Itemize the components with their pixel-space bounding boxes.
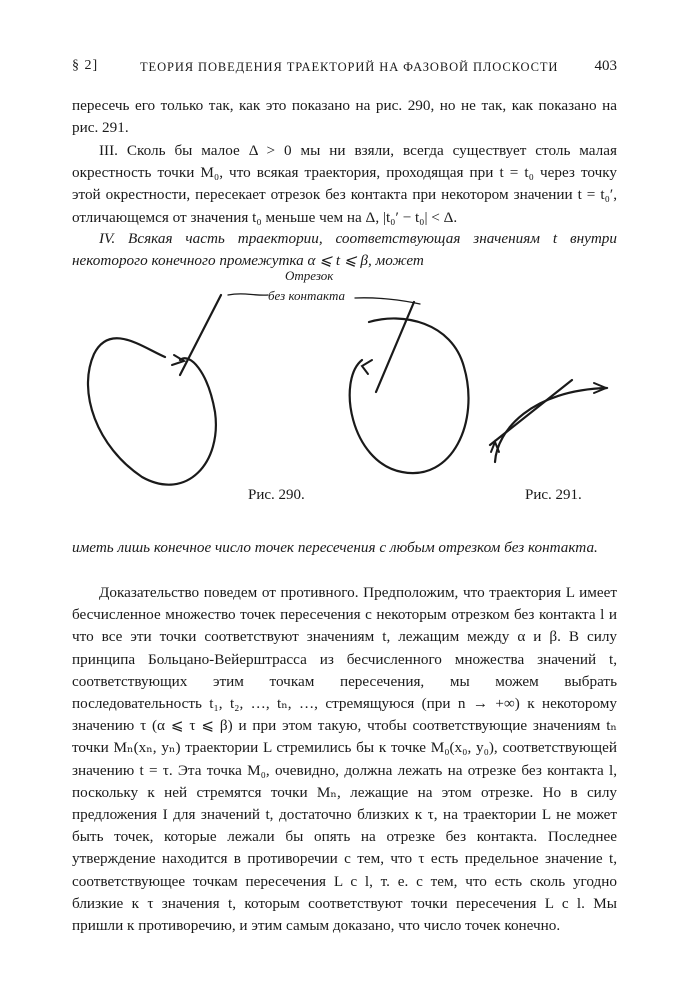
caption-fig-291: Рис. 291. <box>525 487 582 503</box>
contact-free-segment-290 <box>180 295 221 375</box>
paragraph-proof: Доказательство поведем от противного. Предположим, что траектория L имеет бесчисленное множество точек пересечения с некоторым отрезком без контакта l и что все эти точки соответствуют значениям t, лежащим между α и β. В силу принципа Больцано-Вейерштрасса из бесчисленного множества значений t, соответствующих этим точкам пересечения, мы можем выбрать последовательность t₁, t₂, …, tₙ, …, стремящуюся (при n → +∞) к некоторому значению τ (α ⩽ τ ⩽ β) и при этом такую, чтобы соответствующие значениям tₙ точки Mₙ(xₙ, yₙ) траектории L стремились бы к точке M₀(x₀, y₀), соответствующей значению t = τ. Эта точка M₀, очевидно, должна лежать на отрезке без контакта l, поскольку к ней стремятся точки Mₙ, лежащие на этом отрезке. Но в силу предложения I для значений t, достаточно близких к τ, на траектории L не может быть точек, которые лежали бы опять на отрезке без контакта. Последнее утверждение находится в противоречии с тем, что τ есть предельное значение t, соответствующее точкам пересечения L с l, т. е. с тем, что есть сколь угодно близкие к τ значения t, которым соответствуют точки пересечения L с l. Мы пришли к противоречию, и этим самым доказано, что число точек конечно. <box>72 584 617 935</box>
direction-arrow-290b <box>362 360 372 374</box>
contact-free-segment-290b <box>376 302 414 392</box>
running-title: ТЕОРИЯ ПОВЕДЕНИЯ ТРАЕКТОРИЙ НА ФАЗОВОЙ ПЛОСКОСТИ <box>140 60 559 74</box>
paragraph-property-iv: IV. Всякая часть траектории, соответствующая значениям t внутри некоторого конечного промежутка α ⩽ t ⩽ β, может <box>72 230 617 270</box>
leader-line-290b <box>355 298 420 304</box>
figure-label-line2: без контакта <box>268 288 345 303</box>
figure-drawing <box>72 262 617 512</box>
figure-label-line1: Отрезок <box>285 268 334 283</box>
caption-fig-290: Рис. 290. <box>248 487 305 503</box>
running-header <box>72 58 617 82</box>
paragraph-continuation: пересечь его только так, как это показано на рис. 290, но не так, как показано на рис. 291. <box>72 97 617 137</box>
trajectory-spiral-290 <box>88 338 216 484</box>
trajectory-spiral-290b <box>350 318 469 473</box>
section-number: § 2] <box>72 58 99 73</box>
page-number: 403 <box>594 58 617 74</box>
direction-arrow-290 <box>172 355 184 365</box>
paragraph-property-iv-cont: иметь лишь конечное число точек пересечения с любым отрезком без контакта. <box>72 539 598 556</box>
leader-line-290 <box>228 294 268 295</box>
contact-free-segment-291 <box>490 380 572 445</box>
figure-290-291 <box>72 262 617 512</box>
trajectory-291 <box>495 388 607 462</box>
paragraph-property-iii: III. Сколь бы малое Δ > 0 мы ни взяли, всегда существует столь малая окрестность точки M₀, что всякая траектория, проходящая при t = t₀ через точку этой окрестности, пересекает отрезок без контакта при некотором значении t = t₀′, отличающемся от значения t₀ меньше чем на Δ, |t₀′ − t₀| < Δ. <box>72 142 617 226</box>
